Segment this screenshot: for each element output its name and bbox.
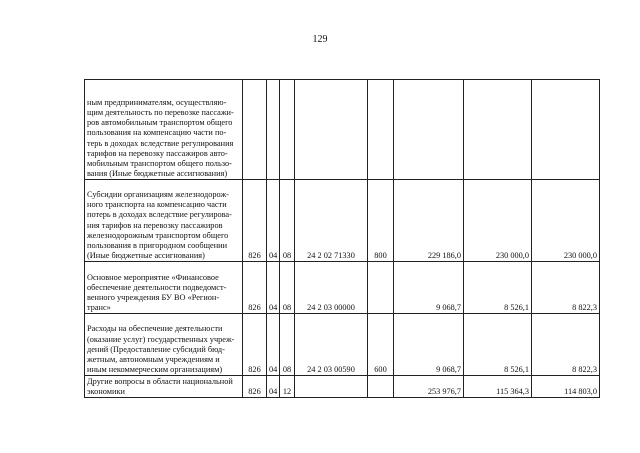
- section-code: 04: [267, 262, 280, 314]
- page-number: 129: [312, 34, 328, 45]
- section-code: 04: [267, 180, 280, 262]
- expense-type: [368, 80, 394, 180]
- subsection-code: 08: [280, 262, 295, 314]
- table-row: [85, 314, 600, 376]
- amount-year-3: 114 803,0: [532, 376, 600, 398]
- amount-year-1: 9 068,7: [394, 262, 464, 314]
- table-row: [85, 80, 600, 180]
- ministry-code: [243, 80, 267, 180]
- amount-year-1: 229 186,0: [394, 180, 464, 262]
- expense-type: [368, 376, 394, 398]
- ministry-code: 826: [243, 314, 267, 376]
- amount-year-3: [532, 80, 600, 180]
- table-row: [85, 376, 600, 398]
- amount-year-2: 230 000,0: [464, 180, 532, 262]
- amount-year-3: 230 000,0: [532, 180, 600, 262]
- section-code: 04: [267, 314, 280, 376]
- amount-year-2: 8 526,1: [464, 314, 532, 376]
- amount-year-1: 9 068,7: [394, 314, 464, 376]
- amount-year-3: 8 822,3: [532, 314, 600, 376]
- target-article: 24 2 03 00590: [295, 314, 368, 376]
- row-name: Расходы на обеспечение деятельности (оказание услуг) государственных учреж-дений (Предоставление субсидий бюд-жетным, автономным учреждениям и иным некоммерческим организациям): [85, 314, 243, 376]
- budget-table: [84, 79, 600, 398]
- amount-year-3: 8 822,3: [532, 262, 600, 314]
- target-article: [295, 376, 368, 398]
- amount-year-2: 115 364,3: [464, 376, 532, 398]
- amount-year-2: [464, 80, 532, 180]
- subsection-code: [280, 80, 295, 180]
- expense-type: 800: [368, 180, 394, 262]
- expense-type: [368, 262, 394, 314]
- ministry-code: 826: [243, 262, 267, 314]
- row-name: Основное мероприятие «Финансовое обеспечение деятельности подведомст-венного учреждения БУ ВО «Регион-транс»: [85, 262, 243, 314]
- target-article: 24 2 03 00000: [295, 262, 368, 314]
- ministry-code: 826: [243, 376, 267, 398]
- subsection-code: 08: [280, 314, 295, 376]
- target-article: 24 2 02 71330: [295, 180, 368, 262]
- row-name: Другие вопросы в области национальной экономики: [85, 376, 243, 398]
- target-article: [295, 80, 368, 180]
- expense-type: 600: [368, 314, 394, 376]
- amount-year-2: 8 526,1: [464, 262, 532, 314]
- amount-year-1: [394, 80, 464, 180]
- subsection-code: 08: [280, 180, 295, 262]
- subsection-code: 12: [280, 376, 295, 398]
- table-row: [85, 180, 600, 262]
- section-code: 04: [267, 376, 280, 398]
- row-name: Субсидии организациям железнодорож-ного транспорта на компенсацию части потерь в доходах вследствие регулирова-ния тарифов на перевозку пассажиров железнодорожным транспортом общего пользования в пригородном сообщении (Иные бюджетные ассигнования): [85, 180, 243, 262]
- amount-year-1: 253 976,7: [394, 376, 464, 398]
- ministry-code: 826: [243, 180, 267, 262]
- row-name: ным предпринимателям, осуществляю-щим деятельность по перевозке пассажи-ров автомобильным транспортом общего пользования на компенсацию части по-терь в доходах вследствие регулирования тарифов на перевозку пассажиров авто-мобильным транспортом общего пользо-вания (Иные бюджетные ассигнования): [85, 80, 243, 180]
- table-row: [85, 262, 600, 314]
- section-code: [267, 80, 280, 180]
